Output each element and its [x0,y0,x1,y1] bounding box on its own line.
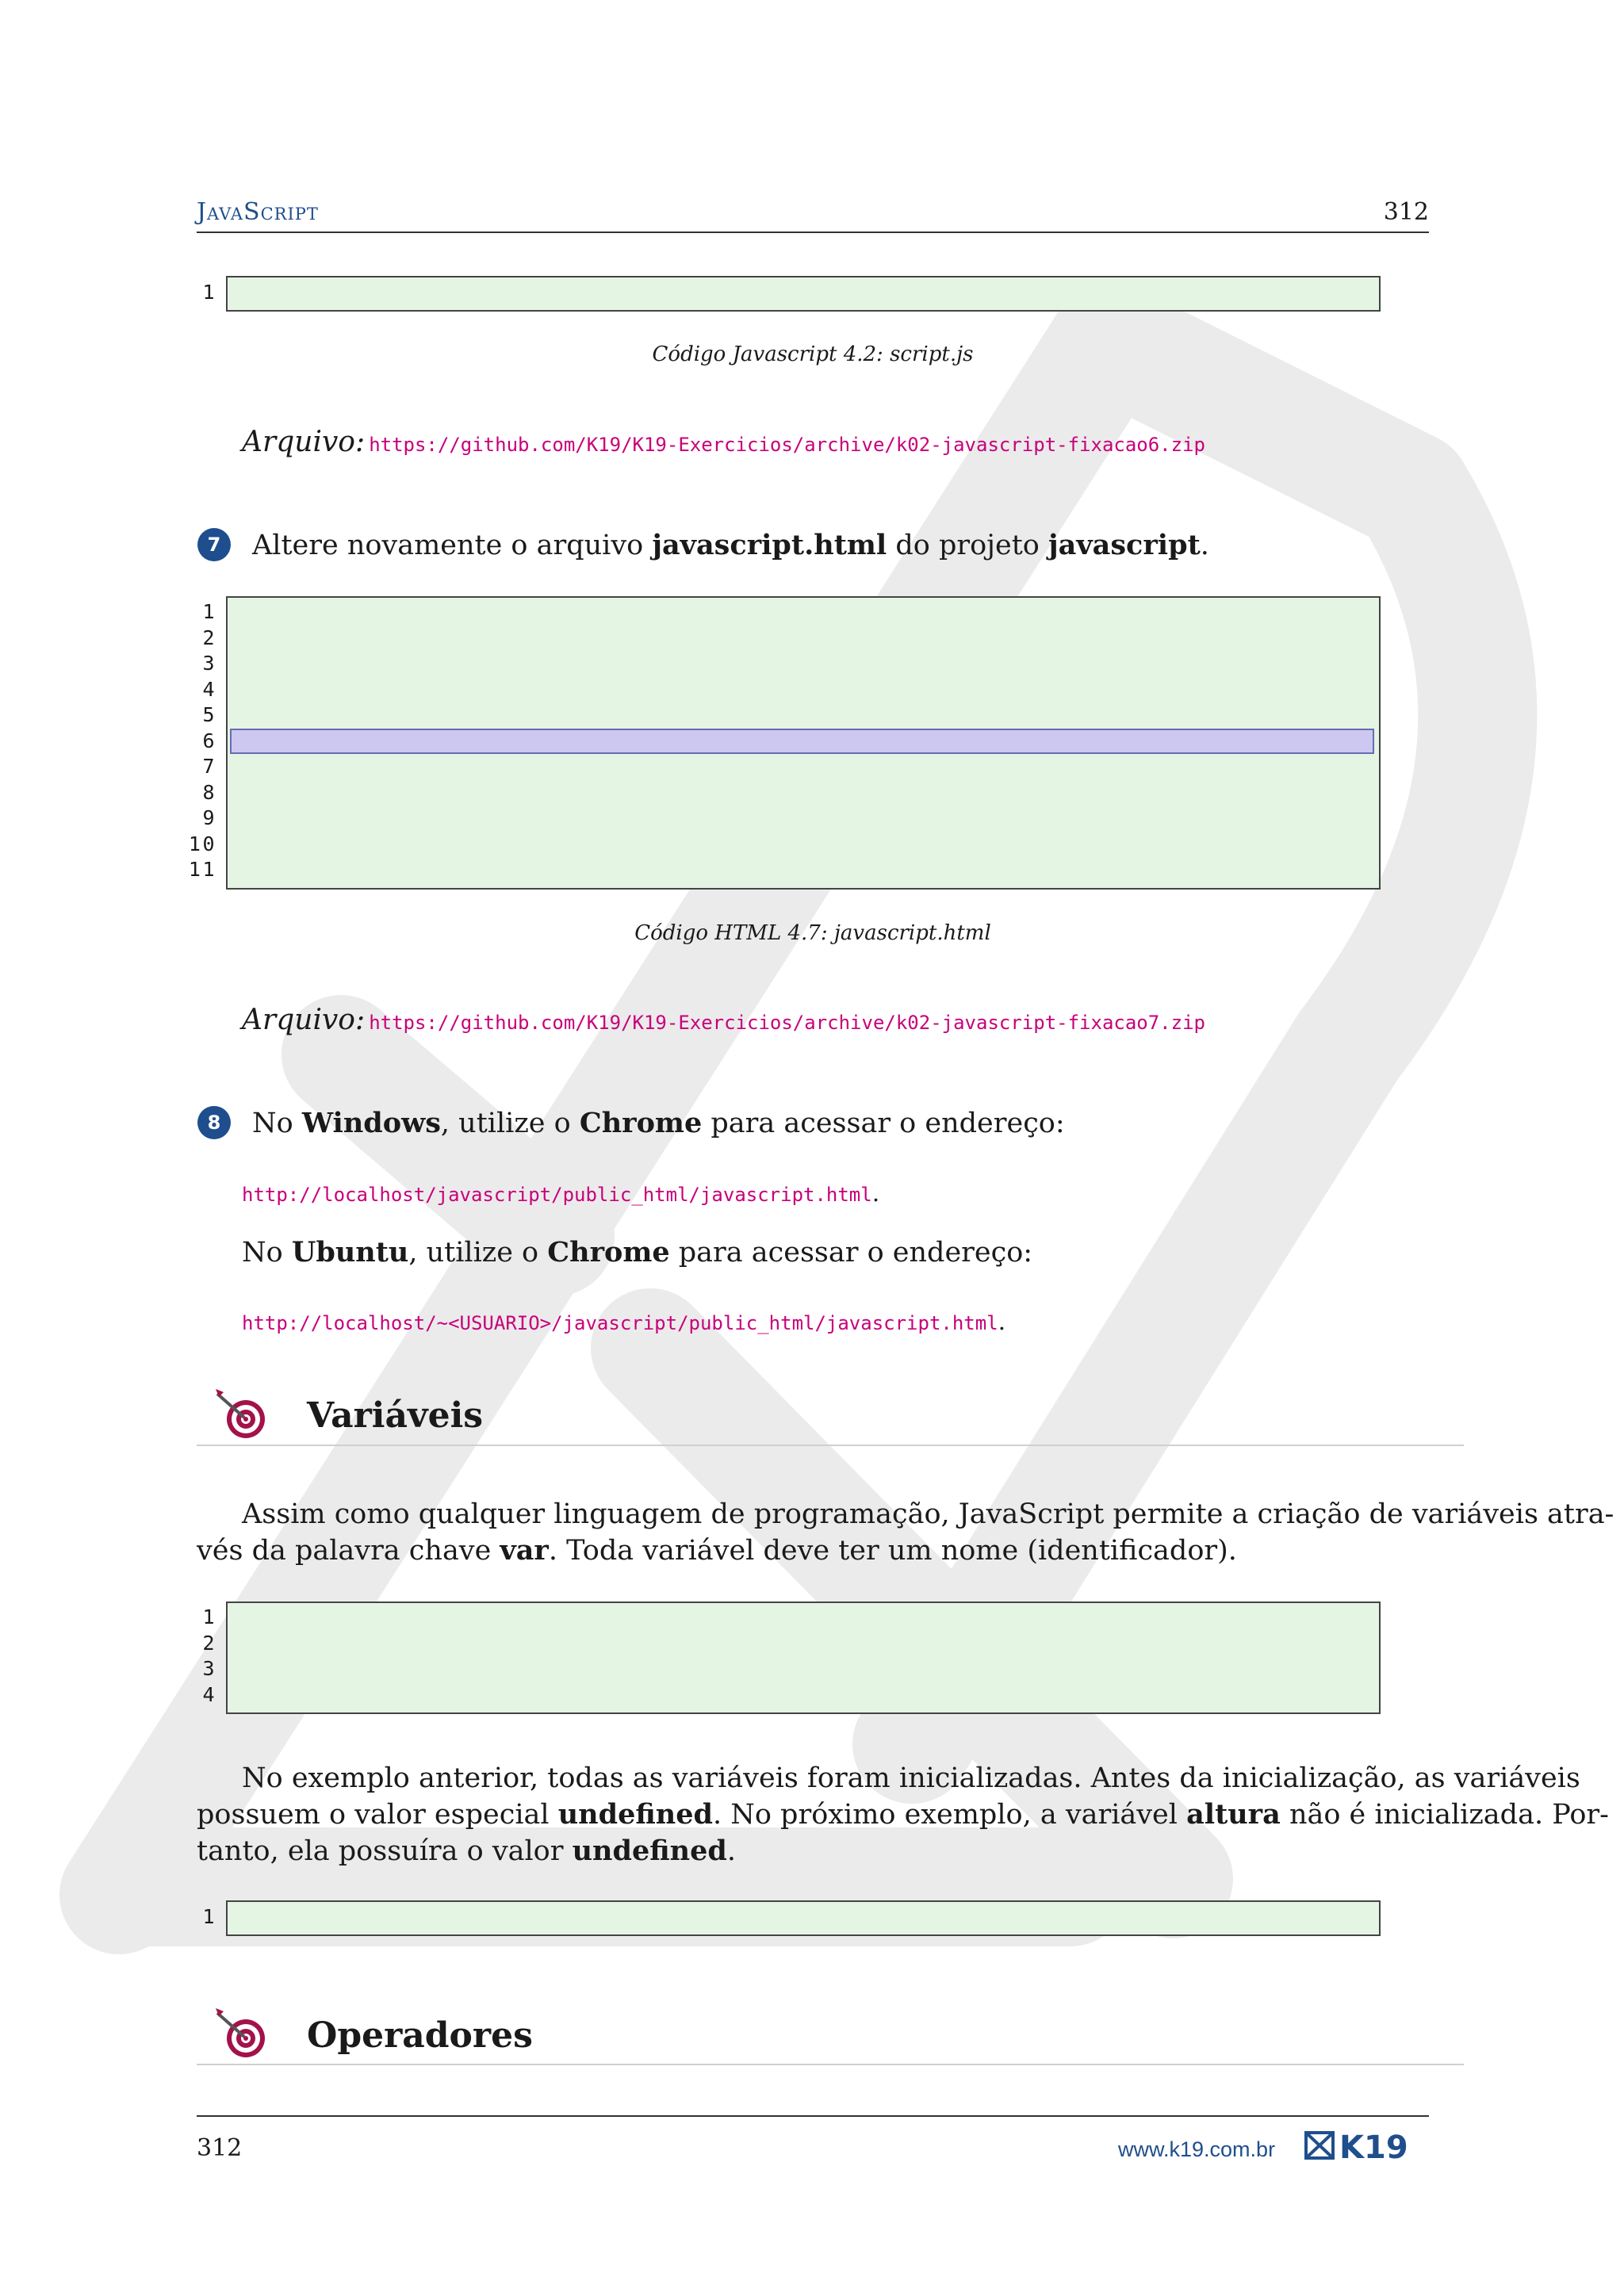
line-number: 1 [202,281,216,304]
code-box [226,1900,1381,1936]
arquivo-link[interactable]: https://github.com/K19/K19-Exercicios/archive/k02-javascript-fixacao6.zip [369,434,1205,456]
code-caption: Código HTML 4.7: javascript.html [634,921,991,945]
arquivo-row [242,1004,1205,1036]
k19-logo [1304,2128,1431,2163]
ubuntu-text: No Ubuntu, utilize o Chrome para acessar o endereço: [242,1236,1033,1269]
code-box [226,276,1381,312]
windows-url-link[interactable]: http://localhost/javascript/public_html/javascript.html [242,1184,872,1206]
section-title-operadores: Operadores [307,2015,533,2056]
arquivo-label: Arquivo: [242,426,366,458]
line-number: 3 [202,1657,216,1680]
header-rule [197,232,1429,233]
section-rule [197,2064,1464,2065]
target-icon [213,1387,274,1445]
arquivo-link[interactable]: https://github.com/K19/K19-Exercicios/archive/k02-javascript-fixacao7.zip [369,1012,1205,1034]
line-number: 10 [188,832,216,855]
step-7-text: Altere novamente o arquivo javascript.html do projeto javascript. [252,529,1209,561]
header-page-number: 312 [1383,198,1429,226]
footer-page-number: 312 [197,2134,243,2162]
line-number: 1 [202,600,216,623]
ubuntu-url-row: http://localhost/~<USUARIO>/javascript/public_html/javascript.html. [242,1308,1006,1336]
line-number: 8 [202,780,216,804]
line-number: 7 [202,755,216,778]
footer-rule [197,2115,1429,2117]
line-number: 1 [202,1905,216,1928]
paragraph-variaveis-intro: Assim como qualquer linguagem de programação, JavaScript permite a criação de variáveis atra- vés da palavra chave var. Toda variável deve ter um nome (identificador). [197,1498,1614,1567]
arquivo-label: Arquivo: [242,1004,366,1036]
svg-text:K19: K19 [1339,2130,1408,2163]
footer-url[interactable]: www.k19.com.br [1118,2137,1276,2161]
step-8-text: No Windows, utilize o Chrome para acessar o endereço: [252,1107,1065,1139]
line-number: 6 [202,729,216,752]
step-number-badge: 7 [197,528,231,561]
highlighted-line [230,729,1374,754]
line-number: 1 [202,1605,216,1628]
step-number-badge: 8 [197,1106,231,1139]
line-number: 5 [202,703,216,726]
line-number: 9 [202,806,216,829]
line-number: 4 [202,677,216,701]
line-number: 3 [202,652,216,675]
line-number: 2 [202,626,216,649]
arquivo-row [242,426,1205,458]
windows-url-row: http://localhost/javascript/public_html/javascript.html. [242,1180,880,1207]
section-title-variaveis: Variáveis [307,1395,484,1436]
paragraph-undefined: No exemplo anterior, todas as variáveis foram inicializadas. Antes da inicialização, as variáveis possuem o valor especial undefined. No próximo exemplo, a variável altura não é inicializada. Por- tanto, ela possuíra o valor undefined. [197,1762,1609,1867]
target-icon [213,2007,274,2064]
section-rule [197,1445,1464,1446]
code-box [226,1601,1381,1714]
ubuntu-url-link[interactable]: http://localhost/~<USUARIO>/javascript/public_html/javascript.html [242,1312,998,1334]
code-caption: Código Javascript 4.2: script.js [652,342,974,366]
line-number: 2 [202,1631,216,1655]
line-number: 4 [202,1682,216,1706]
header-title: JavaScript [197,198,319,226]
line-number: 11 [188,858,216,881]
